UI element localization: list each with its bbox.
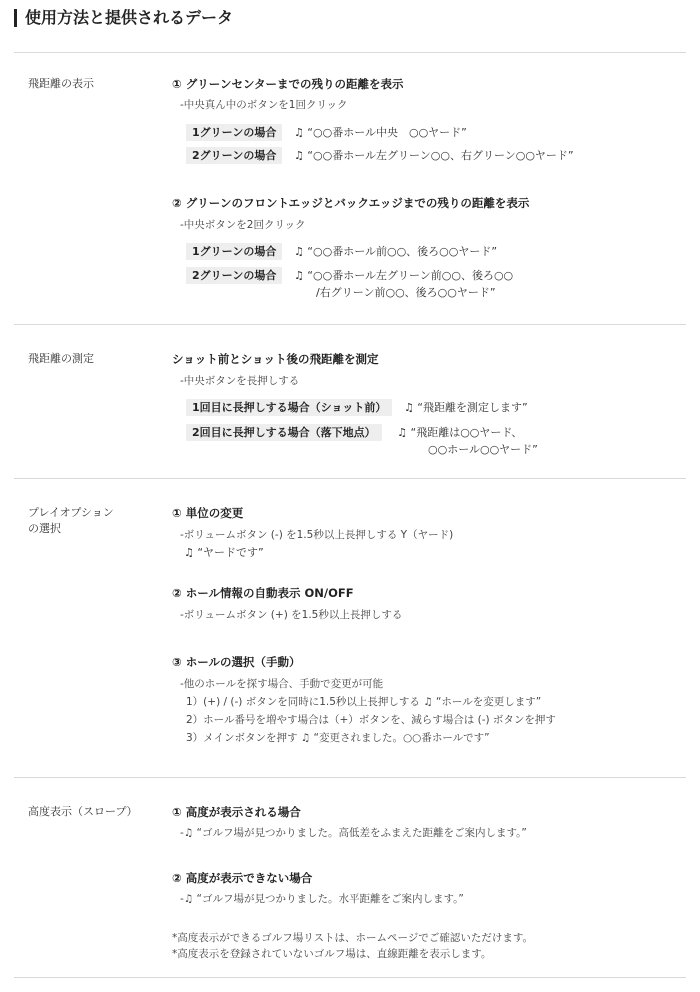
s1-item1-row1 — [186, 124, 467, 141]
s1-item1-row1-tag: 1グリーンの場合 — [186, 124, 282, 141]
s2-row2 — [186, 424, 522, 441]
divider — [14, 777, 686, 778]
divider — [14, 977, 686, 978]
section-label-distance-measure: 飛距離の測定 — [28, 352, 94, 365]
s4-item2-sub: -♫ “ゴルフ場が見つかりました。水平距離をご案内します。” — [180, 893, 464, 905]
s4-item1-heading: ① 高度が表示される場合 — [172, 805, 301, 819]
s4-note-2: *高度表示を登録されていないゴルフ場は、直線距離を表示します。 — [172, 948, 492, 960]
s1-item2-row2-text1: ♫ “○○番ホール左グリーン前○○、後ろ○○ — [293, 269, 514, 282]
section-label-play-option-1: プレイオプション — [28, 506, 114, 519]
s2-row2-tag: 2回目に長押しする場合（落下地点） — [186, 424, 382, 441]
s4-note-1: *高度表示ができるゴルフ場リストは、ホームページでご確認いただけます。 — [172, 932, 533, 944]
s1-item2-row1 — [186, 243, 497, 260]
s1-item2-row1-text: ♫ “○○番ホール前○○、後ろ○○ヤード” — [293, 245, 498, 258]
s2-row2-text1: ♫ “飛距離は○○ヤード、 — [397, 426, 523, 439]
s2-row1-text: ♫ “飛距離を測定します” — [403, 401, 528, 414]
s4-item2-heading: ② 高度が表示できない場合 — [172, 871, 313, 885]
s4-item1-sub: -♫ “ゴルフ場が見つかりました。高低差をふまえた距離をご案内します。” — [180, 827, 527, 839]
s1-item2-row2-tag: 2グリーンの場合 — [186, 267, 282, 284]
s1-item2-row1-tag: 1グリーンの場合 — [186, 243, 282, 260]
s3-item3-step1: 1）(+) / (-) ボタンを同時に1.5秒以上長押しする ♫ “ホールを変更します” — [186, 696, 542, 708]
section-label-play-option-2: の選択 — [28, 522, 61, 535]
s3-item1-sub: -ボリュームボタン (-) を1.5秒以上長押しする Y（ヤード) — [180, 529, 454, 541]
s1-item1-sub: -中央真ん中のボタンを1回クリック — [180, 99, 348, 111]
s2-row1 — [186, 399, 528, 416]
s3-item2-heading: ② ホール情報の自動表示 ON/OFF — [172, 586, 354, 600]
s3-item3-heading: ③ ホールの選択（手動） — [172, 655, 301, 669]
s2-row2-text2: ○○ホール○○ヤード” — [428, 443, 538, 456]
s1-item1-heading: ① グリーンセンターまでの残りの距離を表示 — [172, 77, 404, 91]
s1-item2-row2 — [186, 267, 513, 284]
s3-item3-step3: 3）メインボタンを押す ♫ “変更されました。○○番ホールです” — [186, 732, 490, 744]
divider — [14, 324, 686, 325]
page-title: 使用方法と提供されるデータ — [14, 9, 233, 27]
s3-item1-heading: ① 単位の変更 — [172, 506, 244, 520]
s1-item1-row2-text: ♫ “○○番ホール左グリーン○○、右グリーン○○ヤード” — [293, 149, 574, 162]
s2-heading: ショット前とショット後の飛距離を測定 — [172, 352, 379, 366]
section-label-distance-display: 飛距離の表示 — [28, 77, 94, 90]
s1-item2-row2-text2: /右グリーン前○○、後ろ○○ヤード” — [316, 286, 496, 299]
s2-row1-tag: 1回目に長押しする場合（ショット前） — [186, 399, 392, 416]
s1-item1-row2-tag: 2グリーンの場合 — [186, 147, 282, 164]
s1-item2-heading: ② グリーンのフロントエッジとバックエッジまでの残りの距離を表示 — [172, 196, 530, 210]
s1-item2-sub: -中央ボタンを2回クリック — [180, 219, 306, 231]
s3-item2-sub: -ボリュームボタン (+) を1.5秒以上長押しする — [180, 609, 403, 621]
s3-item3-step2: 2）ホール番号を増やす場合は（+）ボタンを、減らす場合は (-) ボタンを押す — [186, 714, 556, 726]
s2-sub: -中央ボタンを長押しする — [180, 375, 300, 387]
divider — [14, 478, 686, 479]
s1-item1-row1-text: ♫ “○○番ホール中央 ○○ヤード” — [293, 126, 467, 139]
s3-item3-sub: -他のホールを探す場合、手動で変更が可能 — [180, 678, 384, 690]
s1-item1-row2 — [186, 147, 574, 164]
s3-item1-sub2: ♫ “ヤードです” — [184, 546, 264, 559]
section-label-slope: 高度表示（スロープ） — [28, 805, 138, 818]
divider — [14, 52, 686, 53]
